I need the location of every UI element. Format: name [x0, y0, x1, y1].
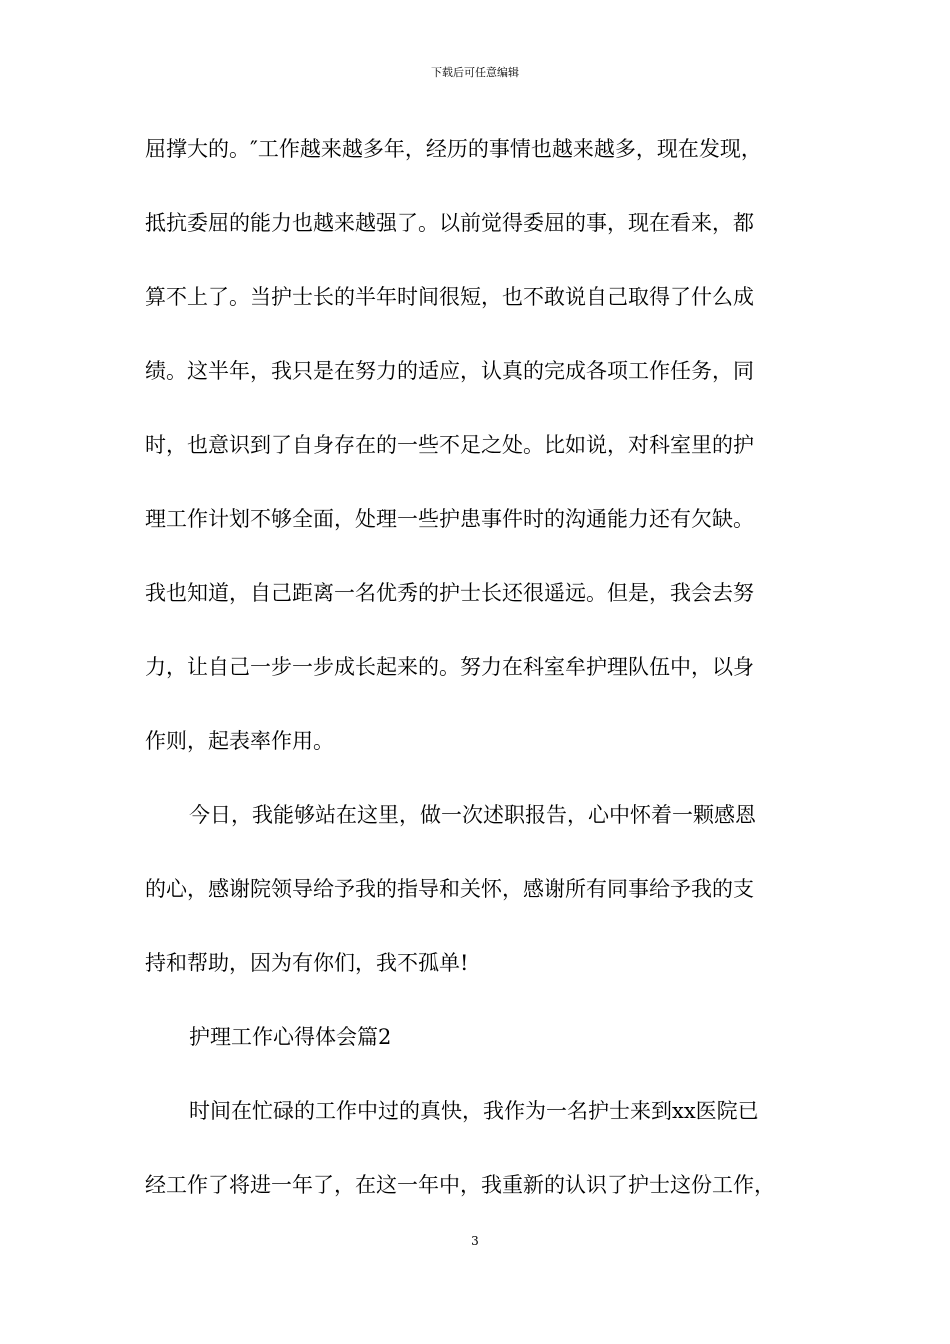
text-line-11: 的心，感谢院领导给予我的指导和关怀，感谢所有同事给予我的支 [145, 877, 754, 901]
page-number: 3 [471, 1234, 479, 1248]
text-line-3: 算不上了。当护士长的半年时间很短，也不敢说自己取得了什么成 [145, 285, 754, 309]
text-line-4: 绩。这半年，我只是在努力的适应，认真的完成各项工作任务，同 [145, 359, 754, 383]
text-line-10: 今日，我能够站在这里，做一次述职报告，心中怀着一颗感恩 [189, 803, 756, 827]
text-line-5: 时，也意识到了自身存在的一些不足之处。比如说，对科室里的护 [145, 433, 754, 457]
text-line-14: 时间在忙碌的工作中过的真快，我作为一名护士来到xx医院已 [189, 1099, 759, 1123]
text-line-9: 作则，起表率作用。 [145, 729, 334, 753]
page-header-note: 下载后可任意编辑 [431, 66, 519, 79]
text-line-12: 持和帮助，因为有你们，我不孤单! [145, 951, 469, 975]
text-line-6: 理工作计划不够全面，处理一些护患事件时的沟通能力还有欠缺。 [145, 507, 754, 531]
text-line-2: 抵抗委屈的能力也越来越强了。以前觉得委屈的事，现在看来，都 [145, 211, 754, 235]
document-body [145, 128, 825, 1238]
text-line-7: 我也知道，自己距离一名优秀的护士长还很遥远。但是，我会去努 [145, 581, 754, 605]
section-heading: 护理工作心得体会篇2 [189, 1025, 392, 1049]
text-line-8: 力，让自己一步一步成长起来的。努力在科室牟护理队伍中，以身 [145, 655, 754, 679]
text-line-15: 经工作了将进一年了，在这一年中，我重新的认识了护士这份工作， [145, 1173, 775, 1197]
text-line-1: 屈撑大的。″工作越来越多年，经历的事情也越来越多，现在发现， [145, 137, 762, 161]
